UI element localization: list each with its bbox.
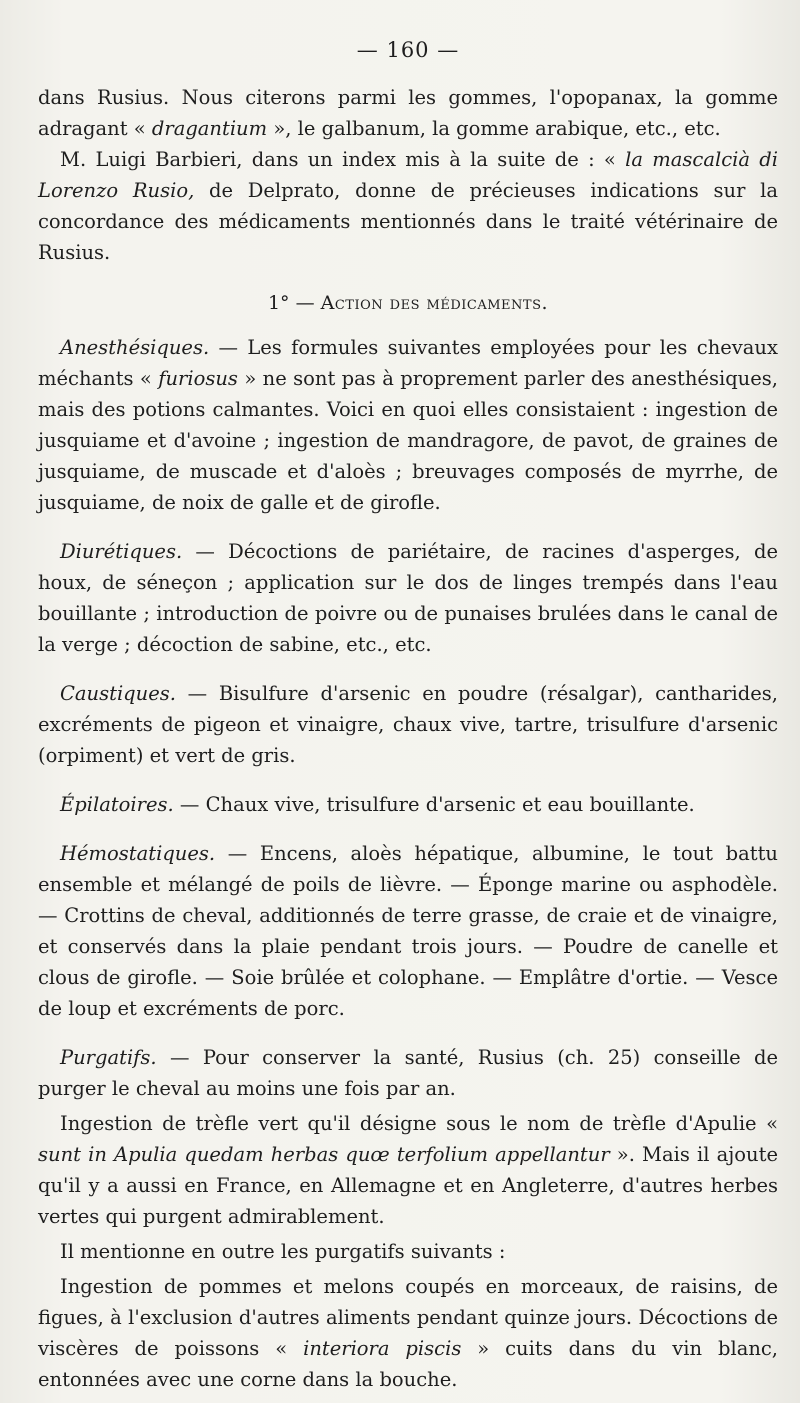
- text-run: Ingestion de pommes et melons coupés en morceaux, de raisins, de figues, à l'exclusion d'autres aliments pendant quinze jours. Décoctions de viscères de poissons «: [38, 1275, 778, 1360]
- intro-paragraph-1: [38, 82, 778, 144]
- term-label: Diurétiques.: [60, 540, 183, 563]
- paragraph-purgatifs: [38, 1042, 778, 1104]
- section-heading: [38, 292, 778, 314]
- paragraph-purgatifs-2: [38, 1108, 778, 1232]
- paragraph-purgatifs-3: Il mentionne en outre les purgatifs suivants :: [60, 1240, 506, 1263]
- paragraph-epilatoires: [38, 789, 778, 820]
- text-run: Ingestion de trèfle vert qu'il désigne sous le nom de trèfle d'Apulie «: [60, 1112, 778, 1135]
- text-run: — Chaux vive, trisulfure d'arsenic et eau bouillante.: [173, 793, 695, 816]
- paragraph-hemostatiques: [38, 838, 778, 1024]
- section-number: 1° —: [267, 292, 321, 314]
- italic-quote: interiora piscis: [303, 1337, 462, 1360]
- text-run: » ne sont pas à proprement parler des anesthésiques, mais des potions calmantes. Voici en quoi elles consistaient : ingestion de jusquiame et d'avoine ; ingestion de mandragore, de pavot, de graines de jusquiame, de muscade et d'aloès ; breuvages composés de myrrhe, de jusquiame, de noix de galle et de girofle.: [38, 367, 778, 514]
- intro-block: [38, 82, 778, 268]
- page-number: — 160 —: [356, 38, 460, 62]
- text-run: — Encens, aloès hépatique, albumine, le tout battu ensemble et mélangé de poils de lièvre. — Éponge marine ou asphodèle. — Crottins de cheval, additionnés de terre grasse, de craie et de vinaigre, et conservés dans la plaie pendant trois jours. — Poudre de canelle et clous de girofle. — Soie brûlée et colophane. — Emplâtre d'ortie. — Vesce de loup et excréments de porc.: [38, 842, 778, 1020]
- text-run: » cuits dans du vin blanc, entonnées avec une corne dans la bouche.: [38, 1337, 778, 1391]
- italic-term: furiosus: [158, 367, 238, 390]
- italic-quote: sunt in Apulia quedam herbas quœ terfolium appellantur: [38, 1143, 610, 1166]
- term-label: Caustiques.: [60, 682, 176, 705]
- text-run: — Pour conserver la santé, Rusius (ch. 25) conseille de purger le cheval au moins une fois par an.: [38, 1046, 778, 1100]
- paragraph-caustiques: [38, 678, 778, 771]
- paragraph-anesthesiques: [38, 332, 778, 518]
- term-label: Anesthésiques.: [60, 336, 210, 359]
- intro-paragraph-2: [38, 144, 778, 268]
- term-label: Hémostatiques.: [60, 842, 216, 865]
- text-run: — Décoctions de pariétaire, de racines d'asperges, de houx, de séneçon ; application sur le dos de linges trempés dans l'eau bouillante ; introduction de poivre ou de punaises brulées dans le canal de la verge ; décoction de sabine, etc., etc.: [38, 540, 778, 656]
- italic-title: la mascalcià di Lorenzo Rusio,: [38, 148, 778, 202]
- text-run: », le galbanum, la gomme arabique, etc., etc.: [267, 117, 721, 140]
- section-title: Action des médicaments.: [320, 292, 549, 314]
- text-run: dans Rusius. Nous citerons parmi les gommes, l'opopanax, la gomme adragant «: [38, 86, 778, 140]
- term-label: Purgatifs.: [60, 1046, 157, 1069]
- text-run: ». Mais il ajoute qu'il y a aussi en France, en Allemagne et en Angleterre, d'autres herbes vertes qui purgent admirablement.: [38, 1143, 778, 1228]
- text-run: — Les formules suivantes employées pour les chevaux méchants «: [38, 336, 778, 390]
- paragraph-purgatifs-4: [38, 1271, 778, 1395]
- body-block: [38, 332, 778, 1395]
- text-run: M. Luigi Barbieri, dans un index mis à la suite de : «: [60, 148, 626, 171]
- italic-term: dragantium: [151, 117, 268, 140]
- text-run: de Delprato, donne de précieuses indications sur la concordance des médicaments mentionnés dans le traité vétérinaire de Rusius.: [38, 179, 778, 264]
- paragraph-diuretiques: [38, 536, 778, 660]
- text-run: — Bisulfure d'arsenic en poudre (résalgar), cantharides, excréments de pigeon et vinaigre, chaux vive, tartre, trisulfure d'arsenic (orpiment) et vert de gris.: [38, 682, 778, 767]
- term-label: Épilatoires.: [60, 793, 174, 816]
